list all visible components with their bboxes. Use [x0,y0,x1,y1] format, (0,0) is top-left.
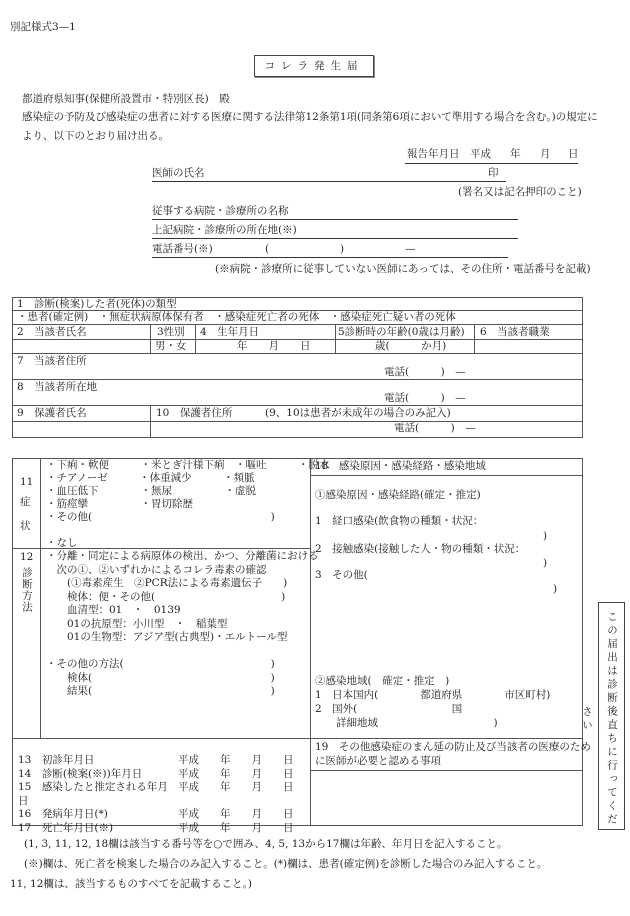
paren: ( [265,243,270,255]
doctor-name-field[interactable] [152,181,506,182]
form-id: 別記様式3—1 [10,21,76,33]
symptom-option[interactable]: ・その他( ) [46,511,275,523]
divider [150,405,151,438]
location-label: 上記病院・診療所の所在地(※) [152,224,297,236]
divider [12,379,583,380]
symptom-option[interactable]: ・下痢・軟便 ・米とぎ汁様下痢 ・嘔吐 ・脱水 [46,459,330,471]
dates-section [18,754,294,836]
infection-cause[interactable]: ①感染原因・感染経路(確定・推定) [315,489,481,501]
age-header: 5診断時の年齢(0歳は月齢) [338,326,465,338]
sign-note: (署名又は記名押印のこと) [458,186,582,198]
paren: ) [553,583,558,595]
dob-header: 4 生年月日 [200,326,260,338]
diagnosis-line[interactable]: 検体：便・その他( ) [46,590,286,603]
footnote: (※)欄は、死亡者を検案した場合のみ記入すること。(*)欄は、患者(確定例)を診断した場合のみ記入すること。 [24,858,548,870]
infection-header: 18 感染原因・感染経路・感染地域 [315,460,486,472]
date-label: 15 感染したと推定される年月日 [18,781,168,807]
intro-line-2: より、以下のとおり届け出る。 [22,130,169,142]
paren: ) [543,530,548,542]
divider [150,324,151,353]
symptoms-number: 11 [20,476,34,488]
date-field[interactable]: 平成 年 月 日 [178,767,294,780]
report-date-underline [405,163,578,164]
domestic-area[interactable]: 1 日本国内( 都道府県 市区町村) [315,689,551,701]
day-label: 日 [568,148,579,160]
oral-infection[interactable]: 1 経口感染(飲食物の種類・状況： [315,515,484,527]
divider [40,458,41,738]
era: 平成 [470,148,491,160]
year-label: 年 [510,148,521,160]
sex-options[interactable]: 男・女 [155,340,187,352]
doctor-name-label: 医師の氏名 [152,167,205,179]
diagnosis-number: 12 [20,551,34,563]
page-title: コレラ発生届 [254,55,374,77]
symptoms-label: 状 [20,520,31,532]
blank [46,645,319,659]
hospital-label: 従事する病院・診療所の名称 [152,205,289,217]
date-row[interactable] [18,822,294,836]
address-phone[interactable]: 電話( ) — [384,366,466,378]
diagnosis-line[interactable]: (①毒素産生 ②PCR法による毒素遺伝子 ) [46,577,288,589]
diagnosis-methods[interactable] [46,550,319,699]
guardian-name-header: 9 保護者氏名 [17,407,87,419]
age-field[interactable]: 歳( か月) [375,340,447,352]
diagnosis-line[interactable]: ・分離・同定による病原体の検出、かつ、分離菌における [46,550,319,562]
detail-area[interactable]: 詳細地域 ) [315,717,498,729]
date-label: 13 初診年月日 [18,754,95,766]
address-header: 7 当該者住所 [17,355,87,367]
name-header: 2 当該者氏名 [17,326,87,338]
guardian-address-header: 10 保護者住所 [156,407,233,419]
symptom-option[interactable]: ・チアノーゼ ・体重減少 ・頻脈 [46,472,255,484]
other-matters-header: 19 その他感染症のまん延の防止及び当該者の医療のため [315,741,591,753]
diagnosis-line[interactable]: 血清型：01 ・ 0139 [46,604,181,616]
diagnosis-line[interactable]: 01の生物型：アジア型(古典型)・エルトール型 [46,631,288,643]
seal-label: 印 [488,167,499,179]
date-label: 16 発病年月日(*) [18,808,108,821]
date-field[interactable]: 平成 年 月 日 [178,754,294,766]
address-note: (※病院・診療所に従事していない医師にあっては、その住所・電話番号を記載) [215,263,591,275]
divider [195,324,196,353]
job-header: 6 当該者職業 [480,326,550,338]
date-row[interactable] [18,754,294,768]
type-options[interactable]: ・患者(確定例) ・無症状病原体保有者 ・感染症死亡者の死体 ・感染症死亡疑い者の死体 [17,311,456,323]
symptom-option[interactable]: ・なし [46,537,78,549]
location-field[interactable] [152,238,518,239]
symptoms-label: 症 [20,496,31,508]
diagnosis-line[interactable]: ・その他の方法( ) [46,658,275,670]
date-row[interactable] [18,808,294,822]
diagnosis-line[interactable]: 01の抗原型：小川型 ・ 稲葉型 [46,617,228,630]
phone-label: 電話番号(※) [152,243,213,255]
divider [474,324,475,353]
other-infection[interactable]: 3 その他( [315,569,368,581]
dash: — [405,243,416,255]
date-label: 17 死亡年月日(※) [18,821,114,834]
footnote: (1, 3, 11, 12, 18欄は該当する番号等を○で囲み、4, 5, 13から17欄は年齢、年月日を記入すること。 [24,838,508,850]
date-row[interactable] [18,768,294,782]
dob-field[interactable]: 年 月 日 [237,340,311,352]
type-header: 1 診断(検案)した者(死体)の類型 [17,298,177,310]
divider [12,324,583,325]
diagnosis-line[interactable]: 結果( ) [46,685,275,697]
divider [310,770,583,771]
symptom-option[interactable]: ・血圧低下 ・無尿 ・虚脱 [46,485,256,497]
date-row[interactable] [18,781,294,808]
other-matters-header: に医師が必要と認める事項 [315,755,441,767]
infection-area[interactable]: ②感染地域( 確定・推定 ) [315,675,450,687]
hospital-field[interactable] [152,219,518,220]
guardian-note: (9、10は患者が未成年の場合のみ記入) [265,407,451,419]
diagnosis-line[interactable]: 検体( ) [46,671,275,684]
divider [310,475,583,476]
date-label: 14 診断(検案(※))年月日 [18,767,143,780]
date-field[interactable]: 平成 年 月 日 [178,808,294,821]
symptoms-list[interactable] [46,459,330,550]
month-label: 月 [540,148,551,160]
addressee: 都道府県知事(保健所設置市・特別区長) 殿 [22,93,230,105]
intro-line-1: 感染症の予防及び感染症の患者に対する医療に関する法律第12条第1項(同条第6項において準用する場合を含む。)の規定に [22,111,598,123]
blank [46,524,330,537]
date-field[interactable]: 平成 年 月 日 [178,781,294,794]
paren: ) [543,557,548,569]
phone-field[interactable] [152,257,508,258]
sex-header: 3性別 [157,326,185,338]
foreign-area[interactable]: 2 国外( 国 [315,703,463,715]
submit-instruction: この届出は診断後直ちに行ってください [598,602,625,830]
report-date-label: 報告年月日 [407,148,460,160]
date-field[interactable]: 平成 年 月 日 [178,821,294,834]
diagnosis-line: 次の①、②いずれかによるコレラ毒素の確認 [46,563,267,576]
location-phone[interactable]: 電話( ) — [384,392,466,404]
guardian-phone[interactable]: 電話( ) — [394,422,476,434]
divider [335,324,336,353]
divider [12,353,583,354]
symptom-option[interactable]: ・筋痙攣 ・胃切除歴 [46,498,193,510]
paren: ) [340,243,345,255]
location-header: 8 当該者所在地 [17,381,98,393]
divider [12,421,583,422]
divider [12,405,583,406]
footnote: 11, 12欄は、該当するものすべてを記載すること。) [10,878,253,890]
divider [12,738,583,739]
diagnosis-label: 診断方法 [21,567,33,613]
other-matters-field[interactable] [312,772,582,825]
contact-infection[interactable]: 2 接触感染(接触した人・物の種類・状況： [315,543,526,555]
